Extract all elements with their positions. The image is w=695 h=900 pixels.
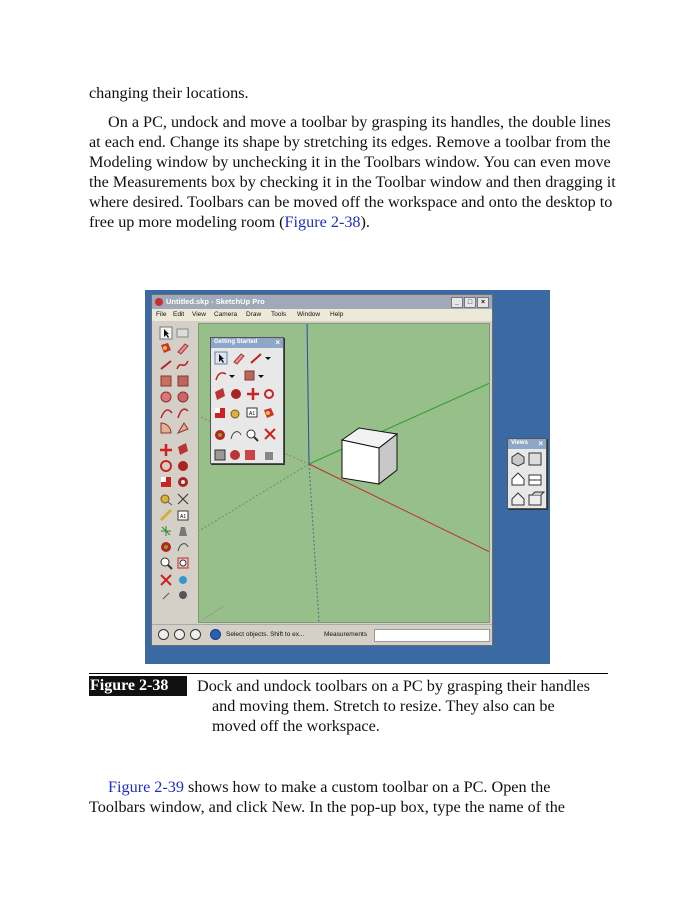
measurements-label: Measurements xyxy=(324,631,367,638)
paragraph-end: ). xyxy=(360,213,370,231)
figure-2-39-link[interactable]: Figure 2-39 xyxy=(108,778,184,796)
paragraph-text: On a PC, undock and move a toolbar by grasping its handles, the double lines at each end. Change its shape by stretching its edges. Remove a toolbar from the Modeling window by unchecking it in the Toolbars window. You can even move the Measurements box by checking it in the Toolbar window and then dragging it where desired. Toolbars can be moved off the workspace and onto the desktop to free up more modeling room ( xyxy=(89,113,616,231)
menu-view[interactable]: View xyxy=(192,311,206,318)
credits-icon[interactable] xyxy=(174,629,185,640)
eraser-icon xyxy=(177,329,188,337)
getting-started-toolbar[interactable] xyxy=(210,337,284,464)
polygon-icon xyxy=(178,392,188,402)
caption-label: Figure 2-38 xyxy=(89,676,187,696)
zoom-icon xyxy=(247,430,258,441)
cube-model[interactable] xyxy=(342,428,397,484)
paragraph-custom-toolbar xyxy=(89,777,609,817)
front-view-icon xyxy=(512,473,524,485)
orbit-icon xyxy=(161,542,171,552)
right-view-icon xyxy=(529,475,541,485)
arc-icon xyxy=(161,410,172,418)
blue-axis xyxy=(307,324,309,464)
text-icon xyxy=(178,511,188,520)
window-titlebar[interactable] xyxy=(152,295,492,309)
freehand-icon xyxy=(177,361,188,369)
push-pull-icon xyxy=(178,443,188,455)
rotated-rect-icon xyxy=(178,376,188,386)
geolocation-icon[interactable] xyxy=(158,629,169,640)
arc3-icon xyxy=(178,423,188,433)
line-icon xyxy=(251,354,271,363)
figure-2-38-screenshot xyxy=(145,290,550,664)
paint-bucket-icon xyxy=(161,343,171,353)
paragraph-undock-toolbars xyxy=(89,112,619,232)
getting-started-icons[interactable] xyxy=(211,348,283,463)
views-toolbar[interactable] xyxy=(507,438,547,509)
red-axis xyxy=(309,464,489,554)
status-bar xyxy=(152,624,492,645)
arc2-icon xyxy=(178,409,188,418)
menu-bar xyxy=(152,309,492,321)
zoom-extents-icon xyxy=(265,429,275,439)
dimension-icon xyxy=(178,494,188,504)
pan-icon xyxy=(178,544,188,551)
share-model-icon xyxy=(265,452,273,460)
back-view-icon xyxy=(512,493,524,505)
zoom-window-icon xyxy=(178,558,188,568)
rectangle-icon xyxy=(245,371,264,380)
window-title: Untitled.skp - SketchUp Pro xyxy=(166,297,265,306)
axes-icon xyxy=(161,526,171,536)
text-icon xyxy=(247,408,257,417)
line-icon xyxy=(161,361,171,369)
offset-icon xyxy=(231,389,241,399)
eraser-tool-icon xyxy=(178,344,188,354)
circle-icon xyxy=(161,392,171,402)
toolbar-close-icon[interactable]: × xyxy=(275,338,280,347)
walk-icon xyxy=(163,593,169,599)
components-icon xyxy=(230,450,240,460)
menu-help[interactable]: Help xyxy=(330,311,344,318)
views-close-icon[interactable]: × xyxy=(538,439,543,448)
paragraph-fragment: changing their locations. xyxy=(89,84,249,102)
paragraph-text: shows how to make a custom toolbar on a PC. Open the Toolbars window, and click New. In the pop-up box, type the name of the xyxy=(89,778,565,816)
move-icon xyxy=(247,388,259,400)
extension-icon xyxy=(245,450,255,460)
sketchup-logo-icon xyxy=(155,298,163,306)
zoom-extents-icon xyxy=(161,575,171,585)
blue-axis-dashed xyxy=(309,464,319,622)
zoom-icon xyxy=(161,558,172,569)
measurements-box[interactable] xyxy=(374,629,490,642)
views-title-bar[interactable] xyxy=(508,439,546,449)
rectangle-icon xyxy=(161,376,171,386)
rotate-icon xyxy=(161,461,171,471)
menu-tools[interactable]: Tools xyxy=(271,311,287,318)
move-icon xyxy=(160,444,172,456)
views-icons[interactable] xyxy=(508,449,546,508)
tape-measure-icon xyxy=(231,410,239,418)
select-icon xyxy=(215,352,227,364)
menu-camera[interactable]: Camera xyxy=(214,311,238,318)
green-axis-dashed xyxy=(199,464,309,534)
orbit-icon xyxy=(215,430,225,440)
pan-icon xyxy=(231,432,241,439)
user-icon[interactable] xyxy=(190,629,201,640)
paint-bucket-icon xyxy=(264,408,274,418)
close-button[interactable]: × xyxy=(477,297,489,308)
iso-view-icon xyxy=(512,453,524,466)
status-text: Select objects. Shift to ex... xyxy=(226,631,305,638)
3d-warehouse-icon xyxy=(215,450,225,460)
look-around-icon xyxy=(179,591,187,599)
menu-edit[interactable]: Edit xyxy=(173,311,185,318)
toolbar-title: Getting Started xyxy=(214,339,258,345)
views-title: Views xyxy=(511,440,528,446)
eraser-icon xyxy=(234,354,244,364)
figure-2-38-link[interactable]: Figure 2-38 xyxy=(284,213,361,231)
pie-icon xyxy=(161,423,171,433)
3d-text-icon xyxy=(179,527,187,536)
rotate-icon xyxy=(265,390,273,398)
maximize-button[interactable]: □ xyxy=(464,297,476,308)
svg-text:A1: A1 xyxy=(249,411,256,417)
help-icon[interactable] xyxy=(210,629,221,640)
position-camera-icon xyxy=(179,576,187,584)
menu-draw[interactable]: Draw xyxy=(246,311,262,318)
menu-window[interactable]: Window xyxy=(297,311,321,318)
follow-me-icon xyxy=(178,461,188,471)
horizon-mark xyxy=(204,606,224,619)
scale-icon xyxy=(215,408,225,418)
sketchup-window xyxy=(151,294,493,646)
large-tool-set-toolbar xyxy=(156,325,196,620)
minimize-button[interactable]: _ xyxy=(451,297,463,308)
scale-icon xyxy=(161,477,171,487)
caption-text: Dock and undock toolbars on a PC by grasping their handles and moving them. Stretch to resize. They also can be moved off the workspace. xyxy=(197,677,590,735)
caption-rule xyxy=(89,673,608,674)
left-view-icon xyxy=(529,492,544,505)
push-pull-icon xyxy=(215,388,225,400)
protractor-icon xyxy=(161,510,171,520)
tape-measure-icon xyxy=(161,495,172,505)
toolbar-title-bar[interactable] xyxy=(211,338,283,348)
svg-text:A1: A1 xyxy=(180,514,187,520)
top-view-icon xyxy=(529,453,541,465)
offset-icon xyxy=(178,477,188,487)
arc-icon xyxy=(216,373,235,380)
tool-icons-grid[interactable] xyxy=(156,325,196,620)
green-axis xyxy=(309,379,489,464)
select-icon xyxy=(160,327,172,339)
menu-file[interactable]: File xyxy=(156,311,167,318)
